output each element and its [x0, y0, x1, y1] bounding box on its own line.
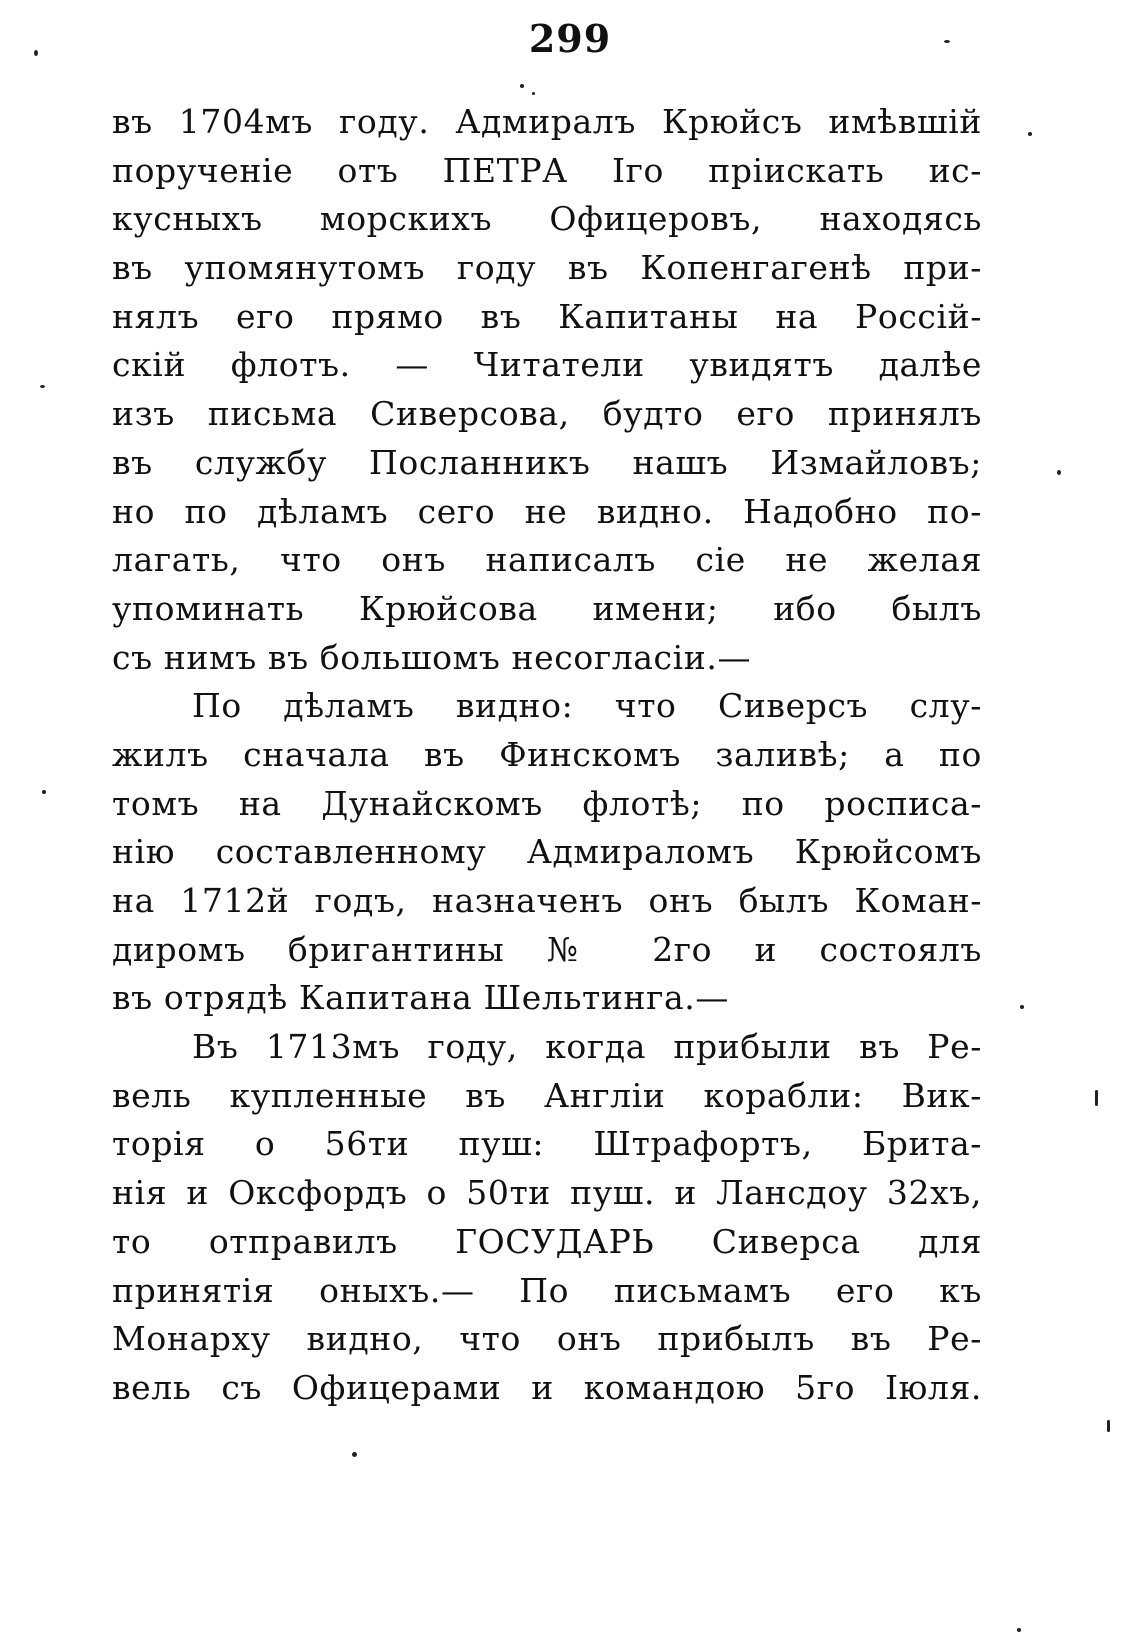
text-line: принятія оныхъ.— По письмамъ его къ — [112, 1270, 982, 1310]
text-line: Монарху видно, что онъ прибылъ въ Ре- — [112, 1319, 982, 1359]
scan-speck — [352, 1452, 357, 1457]
text-line: нія и Оксфордъ о 50ти пуш. и Лансдоу 32хъ, — [112, 1173, 982, 1213]
text-line: изъ письма Сиверсова, будто его принялъ — [112, 394, 982, 434]
text-line: на 1712й годъ, назначенъ онъ былъ Коман- — [112, 881, 982, 920]
text-line: въ службу Посланникъ нашъ Измайловъ; — [112, 442, 982, 482]
scan-speck — [1107, 1420, 1110, 1432]
scan-speck — [944, 40, 950, 43]
text-line: вель съ Офицерами и командою 5го Іюля. — [112, 1367, 982, 1407]
text-line: то отправилъ ГОСУДАРЬ Сиверса для — [112, 1221, 982, 1261]
page-number: 299 — [528, 16, 612, 61]
scan-speck — [42, 790, 46, 794]
text-line: нялъ его прямо въ Капитаны на Россій- — [112, 296, 982, 336]
text-line: въ 1704мъ году. Адмиралъ Крюйсъ имѣвшій — [112, 102, 982, 141]
scan-speck — [520, 84, 524, 88]
paragraph-first-line: По дѣламъ видно: что Сиверсъ слу- — [192, 686, 982, 726]
text-line: жилъ сначала въ Финскомъ заливѣ; а по — [112, 734, 982, 774]
text-line: скій флотъ. — Читатели увидятъ далѣе — [112, 345, 982, 385]
paragraph-end-line: въ отрядѣ Капитана Шельтинга.— — [112, 978, 729, 1018]
text-line: кусныхъ морскихъ Офицеровъ, находясь — [112, 199, 982, 239]
text-line: диромъ бригантины № 2го и состоялъ — [112, 929, 982, 969]
text-line: томъ на Дунайскомъ флотѣ; по росписа- — [112, 783, 982, 823]
scan-speck — [1028, 132, 1032, 136]
text-line: торія о 56ти пуш: Штрафортъ, Брита- — [112, 1124, 982, 1164]
paragraph-first-line: Въ 1713мъ году, когда прибыли въ Ре- — [192, 1027, 982, 1067]
text-line: порученіе отъ ПЕТРА Iго пріискать ис- — [112, 150, 982, 190]
scan-speck — [1057, 470, 1061, 475]
body-text — [112, 98, 982, 1413]
scan-speck — [40, 385, 45, 388]
text-line: лагать, что онъ написалъ сіе не желая — [112, 540, 982, 580]
text-line: но по дѣламъ сего не видно. Надобно по- — [112, 491, 982, 531]
text-line: вель купленные въ Англіи корабли: Вик- — [112, 1075, 982, 1115]
scan-speck — [1095, 1090, 1098, 1106]
text-line: нію составленному Адмираломъ Крюйсомъ — [112, 832, 982, 872]
scan-speck — [1020, 1005, 1024, 1009]
text-line: въ упомянутомъ году въ Копенгагенѣ при- — [112, 248, 982, 288]
paragraph-end-line: съ нимъ въ большомъ несогласіи.— — [112, 637, 752, 677]
text-line: упоминать Крюйсова имени; ибо былъ — [112, 588, 982, 628]
scan-speck — [532, 92, 535, 95]
scan-speck — [34, 50, 38, 56]
scan-speck — [1017, 1628, 1021, 1632]
